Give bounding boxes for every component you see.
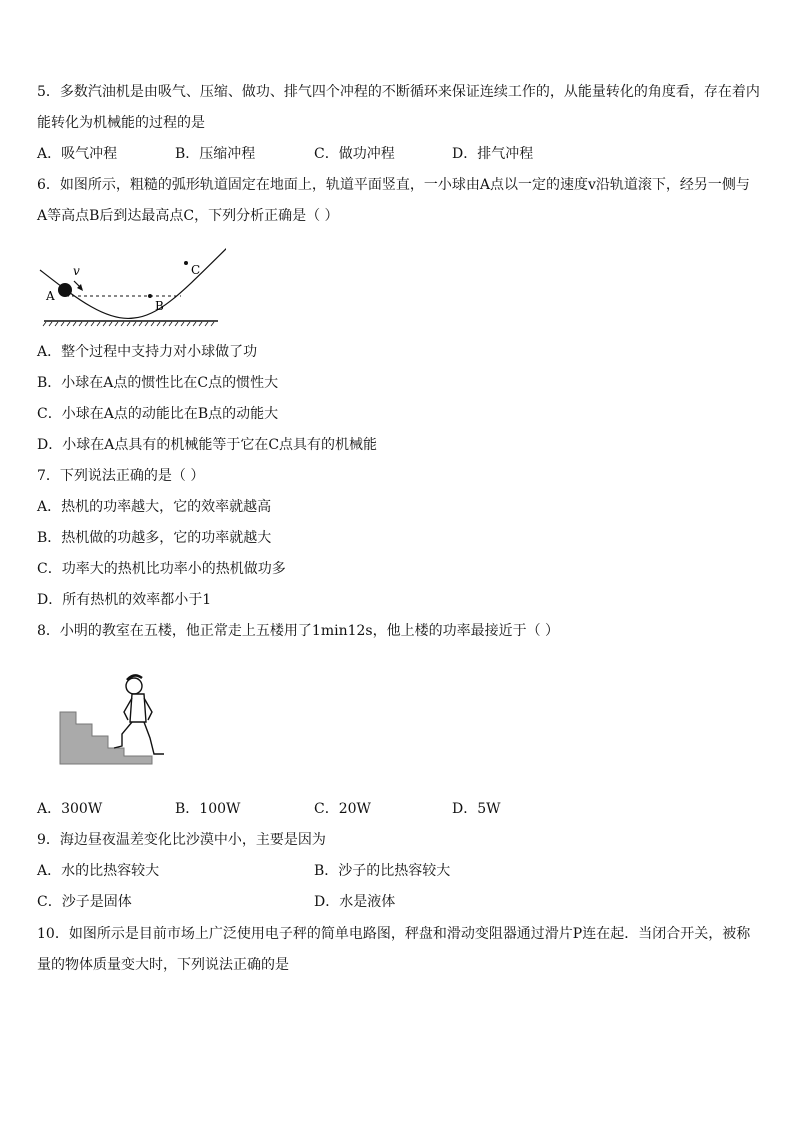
q5-option-c[interactable]: C．做功冲程 [314, 146, 395, 162]
q5-stem-line2: 能转化为机械能的过程的是 [37, 115, 205, 131]
q6-option-c[interactable]: C．小球在A点的动能比在B点的动能大 [37, 406, 279, 422]
q6-stem-line1: 6．如图所示，粗糙的弧形轨道固定在地面上，轨道平面竖直，一小球由A点以一定的速度v沿轨道滚下，经另一侧与 [37, 177, 750, 193]
q10-stem-line1: 10．如图所示是目前市场上广泛使用电子秤的简单电路图，秤盘和滑动变阻器通过滑片P连在起．当闭合开关，被称 [37, 926, 751, 942]
label-c: C [191, 263, 201, 277]
q7-option-c[interactable]: C．功率大的热机比功率小的热机做功多 [37, 561, 286, 577]
q6-option-a[interactable]: A．整个过程中支持力对小球做了功 [37, 344, 258, 360]
point-b [148, 294, 152, 298]
stairs-figure [56, 668, 172, 766]
person-head [126, 678, 142, 694]
person [114, 675, 164, 754]
q9-option-b[interactable]: B．沙子的比热容较大 [314, 863, 451, 879]
q6-stem-line2: A等高点B后到达最高点C，下列分析正确是（ ） [37, 208, 339, 224]
person-torso [130, 694, 146, 722]
label-v: v [73, 264, 80, 278]
q8-stem: 8．小明的教室在五楼，他正常走上五楼用了1min12s，他上楼的功率最接近于（ ） [37, 623, 560, 639]
label-a: A [46, 289, 55, 303]
q9-option-c[interactable]: C．沙子是固体 [37, 894, 132, 910]
person-left-leg [114, 722, 132, 748]
label-b: B [155, 299, 164, 313]
q7-stem: 7．下列说法正确的是（ ） [37, 468, 205, 484]
q5-option-a[interactable]: A．吸气冲程 [37, 146, 118, 162]
ground-hatching [43, 322, 214, 326]
q9-stem: 9．海边昼夜温差变化比沙漠中小，主要是因为 [37, 832, 326, 848]
q9-option-a[interactable]: A．水的比热容较大 [37, 863, 160, 879]
curved-track [40, 243, 226, 318]
q8-option-d[interactable]: D．5W [452, 801, 501, 817]
q7-option-b[interactable]: B．热机做的功越多，它的功率就越大 [37, 530, 272, 546]
q8-option-a[interactable]: A．300W [37, 801, 103, 817]
q8-option-c[interactable]: C．20W [314, 801, 371, 817]
q9-option-d[interactable]: D．水是液体 [314, 894, 396, 910]
q5-option-b[interactable]: B．压缩冲程 [175, 146, 256, 162]
point-c [184, 261, 188, 265]
q5-option-d[interactable]: D．排气冲程 [452, 146, 534, 162]
q8-option-b[interactable]: B．100W [175, 801, 241, 817]
q6-option-b[interactable]: B．小球在A点的惯性比在C点的惯性大 [37, 375, 279, 391]
q7-option-a[interactable]: A．热机的功率越大，它的效率就越高 [37, 499, 272, 515]
q7-option-d[interactable]: D．所有热机的效率都小于1 [37, 592, 212, 608]
q5-stem-line1: 5．多数汽油机是由吸气、压缩、做功、排气四个冲程的不断循环来保证连续工作的，从能量转化的角度看，存在着内 [37, 84, 760, 100]
track-figure [36, 238, 226, 330]
person-right-leg [144, 722, 164, 754]
ball [58, 283, 72, 297]
q6-option-d[interactable]: D．小球在A点具有的机械能等于它在C点具有的机械能 [37, 437, 378, 453]
q10-stem-line2: 量的物体质量变大时，下列说法正确的是 [37, 957, 289, 973]
